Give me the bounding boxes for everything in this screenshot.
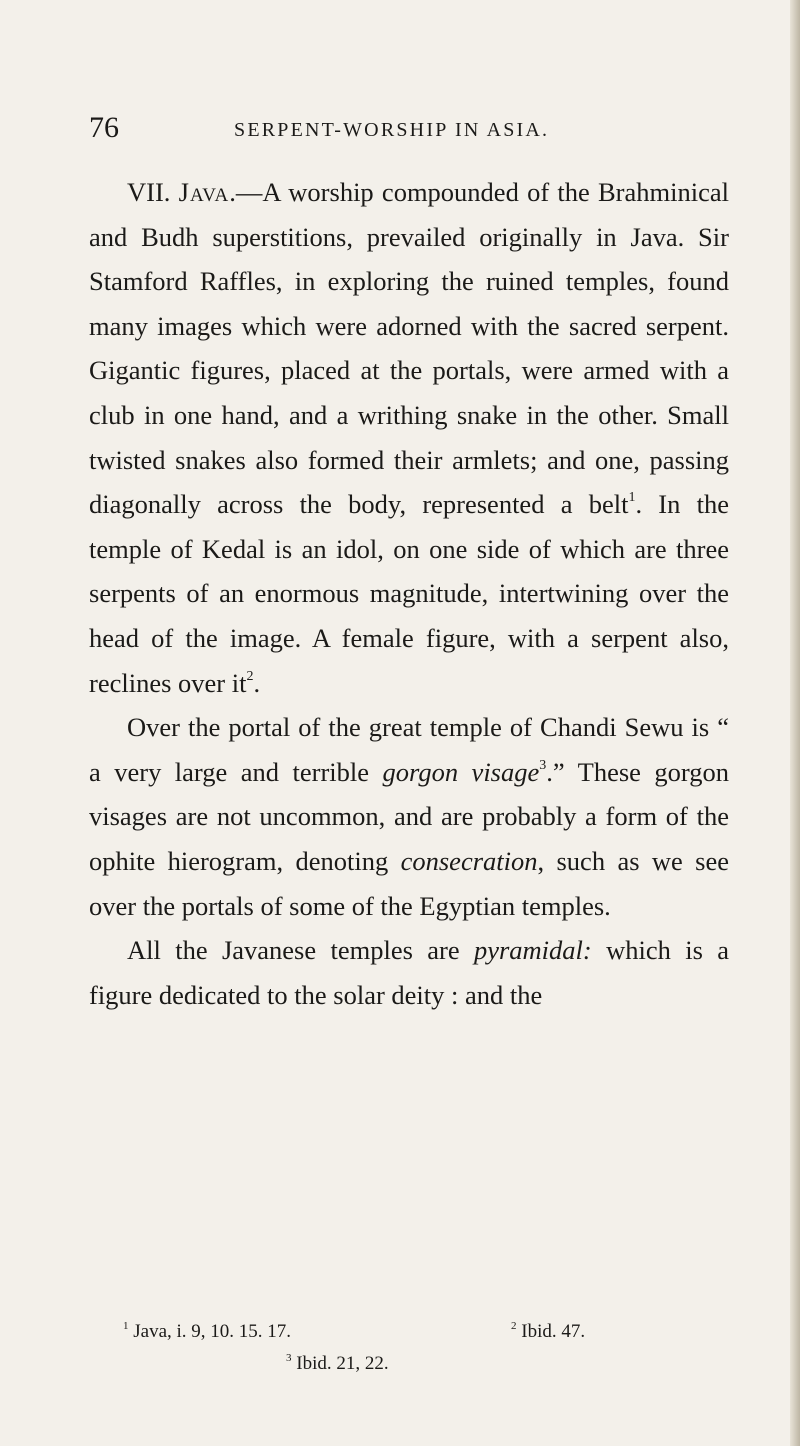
footnote-number: 3 xyxy=(286,1352,292,1364)
paragraph-pyramidal-temples xyxy=(89,928,729,1017)
footnote-1 xyxy=(123,1316,291,1348)
running-head: SERPENT-WORSHIP IN ASIA. xyxy=(234,119,550,141)
footnote-row xyxy=(89,1316,729,1348)
paragraph-text: Over the portal of the great temple of Chandi Sewu is “ a very large and terrible xyxy=(89,712,729,787)
page-number: 76 xyxy=(89,111,119,144)
paragraph-java-worship xyxy=(89,170,729,705)
emphasis-text: pyramidal: xyxy=(473,935,592,966)
paragraph-text: .” These gorgon visages are not uncommon, and are probably a form of the ophite hierogram, denoting xyxy=(89,756,730,876)
footnote-ref: 3 xyxy=(539,757,547,773)
paragraph-text: .—A worship compounded of the Brahminical and Budh superstitions, prevailed originally in Java. Sir Stamford Raffles, in exploring the ruined temples, found many images which were adorned with the sacred serpent. Gigantic figures, placed at the portals, were armed with a club in one hand, and a writhing snake in the other. Small twisted snakes also formed their armlets; and one, passing diagonally across the body, represented a belt xyxy=(89,177,729,520)
paragraph-chandi-sewu xyxy=(89,705,729,928)
footnote-ref: 1 xyxy=(628,490,636,506)
paragraph-text: . In the temple of Kedal is an idol, on one side of which are three serpents of an enormous magnitude, intertwining over the head of the image. A female figure, with a serpent also, reclines over it xyxy=(89,489,729,698)
section-label: VII. xyxy=(127,177,179,207)
footnote-row xyxy=(89,1348,729,1380)
paragraph-text: . xyxy=(253,667,261,698)
paragraph-text: All the Javanese temples are xyxy=(127,935,474,966)
paragraph-text: which is a figure dedicated to the solar deity : and the xyxy=(89,935,729,1010)
footnote-number: 2 xyxy=(511,1320,517,1332)
paragraph-text: , such as we see over the portals of some of the Egyptian temples. xyxy=(89,845,729,921)
footnote-3 xyxy=(286,1348,389,1380)
footnote-text: Ibid. 47. xyxy=(521,1321,586,1342)
section-name: Java xyxy=(178,177,230,207)
footnote-ref: 2 xyxy=(246,668,254,684)
footnote-text: Ibid. 21, 22. xyxy=(296,1353,389,1374)
footnote-2 xyxy=(511,1316,585,1348)
footnote-number: 1 xyxy=(123,1320,129,1332)
footnotes xyxy=(89,1316,729,1380)
emphasis-text: consecration xyxy=(400,845,538,876)
footnote-text: Java, i. 9, 10. 15. 17. xyxy=(133,1321,292,1342)
page-edge xyxy=(790,0,800,1446)
page-header xyxy=(89,110,749,150)
emphasis-text: gorgon visage xyxy=(382,756,540,787)
body-text xyxy=(89,170,729,1017)
